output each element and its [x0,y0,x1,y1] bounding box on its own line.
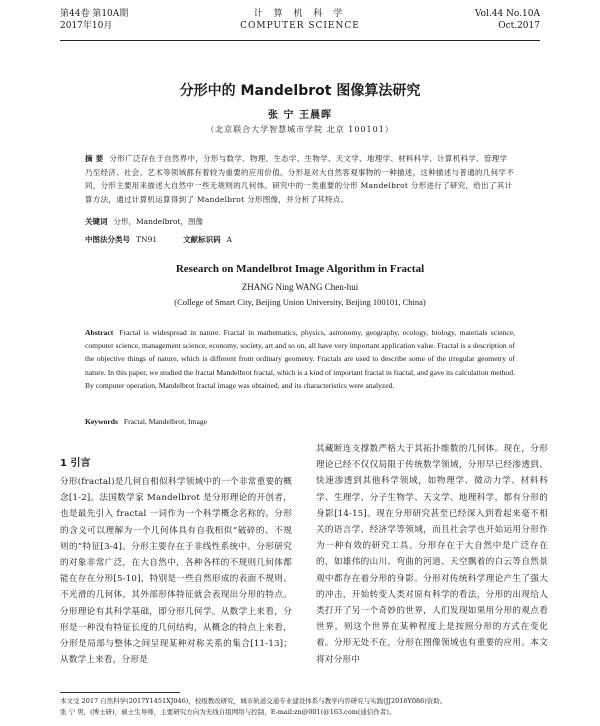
keywords-cn-label: 关键词 [85,217,108,226]
section-heading-introduction: 1 引言 [60,458,91,469]
paper-title-en: Research on Mandelbrot Image Algorithm in Fractal [175,263,425,275]
clc-value: TN91 [136,235,158,244]
footnote-divider [60,692,180,693]
body-column-right: 其藏断连支撑数严格大于其拓扑维数的几何体。现在，分形理论已经不仅仅局限于传统数学领域，分形早已经渗透到、快速渗透到其他科学领域，如物理学、微动力学、材料科学、生理学、分子生物学、天文学、地理科学，都有分形的身影[14-15]。现在分形研究甚至已经深入到看起来毫不相关的语言学、经济学等领域，而且社会学也开始运用分形作为一种有效的研究工具。分形存在于大自然中是广泛存在的，如雄伟的山川、弯曲的河道、天空飘着的白云等自然景观中都存在着分形的身影。分形对传统科学理论产生了强大的冲击，开始转变人类对原有科学的看法，分形的出现给人类打开了另一个奇妙的世界，人们发现如果用分形的观点看世界，则这个世界在某种程度上是按照分形的方式在变化着。分形无处不在，分形在图像领域也有重要的应用。本文将对分形中 [316,444,548,665]
journal-name-cn: 计 算 机 科 学 [253,9,347,19]
keywords-en [85,416,515,428]
keywords-cn-text: 分形，Mandelbrot，图像 [113,217,204,226]
journal-name-en: COMPUTER SCIENCE [240,21,360,31]
issue-date-en-text: Oct.2017 [498,21,540,31]
clc-label: 中图法分类号 [85,235,130,244]
abstract-cn-label: 摘 要 [85,154,104,163]
abstract-cn-text: 分形广泛存在于自然界中，分形与数学、物理、生态学、生物学、天文学、地理学、材料科学、计算机科学、管理学乃至经济、社会、艺术等领域都有着较为重要的应用价值。分形是对大自然客观事物的一种描述，这种描述与普通的几何学不同，分形主要用来描述大自然中一些无规则的几何体。研究中的一类重要的分形 Mandelbrot 分形进行了研究，给出了其计算方法，通过计算机运算得到了 Mandelbrot 分形图像，并分析了其特点。 [85,154,514,204]
journal-name [60,8,540,32]
abstract-en [85,326,515,392]
keywords-en-label: Keywords [85,417,118,426]
doc-code-label: 文献标识码 [183,235,221,244]
abstract-cn [85,152,515,206]
abstract-en-text: Fractal is widespread in nature. Fractal in mathematics, physics, astronomy, geography, ecology, biology, materials science, computer science, management science, economy, society, art and so on, all have very important application value. Fractal is a description of the objective things of nature, which is different from ordinary geometry. Fractals are used to describe some of the irregular geometry of nature. In this paper, we studied the fractal Mandelbrot fractal, which is a kind of important fractal in fractal, and gave its calculation method. By computer operation, Mandelbrot fractal image was obtained, and its characteristics were analyzed. [85,328,515,390]
affiliation-en: (College of Smart City, Beijing Union University, Beijing 100101, China) [174,297,426,307]
keywords-en-text: Fractal, Mandelbrot, Image [123,417,207,426]
affiliation-cn: （北京联合大学智慧城市学院 北京 100101） [206,125,394,134]
abstract-en-label: Abstract [85,328,114,337]
footnote-author: 张 宁 男，(博士研)，硕士生导师，主要研究方向为无线自组网络与控制，E-mail:zn@001(@163.com(通信作者)。 [60,708,396,716]
authors-en: ZHANG Ning WANG Chen-hui [241,282,359,292]
footnote-funding: 本文受 2017 自然科学(2017Y1451XJ046)，校级教改研究，城市轨道交通专业建设体系与教学内容研究与实践(JJ2016Y086)资助。 [60,697,447,705]
volume-issue-en-text: Vol.44 No.10A [474,9,540,19]
paper-title-cn: 分形中的 Mandelbrot 图像算法研究 [179,83,421,99]
keywords-cn [85,216,515,228]
volume-issue-text: 第44卷 第10A期 [60,9,129,19]
authors-cn: 张 宁 王晨晖 [268,110,332,121]
body-column-left: 分形(fractal)是几何自相似科学领域中的一个非常重要的概念[1-2]。法国数学家 Mandelbrot 是分形理论的开创者，也是最先引入 fractal 一词作为一个科学概念名称的。分形的含义可以理解为一个几何体具有自我相似“破碎的、不规则的”特征[3-4]。分形主要存在于非线性系统中。分形研究的对象非常广泛，在大自然中，各种各样的不规则几何体都能在存在分形[5-10]，特别是一些自然形成的表面不规则、不光滑的几何体，其外部形体特征就会表现出分形的特点。分形理论有其科学基础，即分形几何学。从数学上来看，分形是一种没有特征长度的几何结构，从概念的特点上来看，分形是局部与整体之间呈现某种对称关系的集合[11-13]；从数学上来看，分形是 [60,477,292,666]
classification-cn [85,234,515,246]
header-divider [60,40,540,41]
issue-date-text: 2017年10月 [60,21,113,31]
doc-code-value: A [226,235,233,244]
journal-volume-issue-en [475,8,540,32]
